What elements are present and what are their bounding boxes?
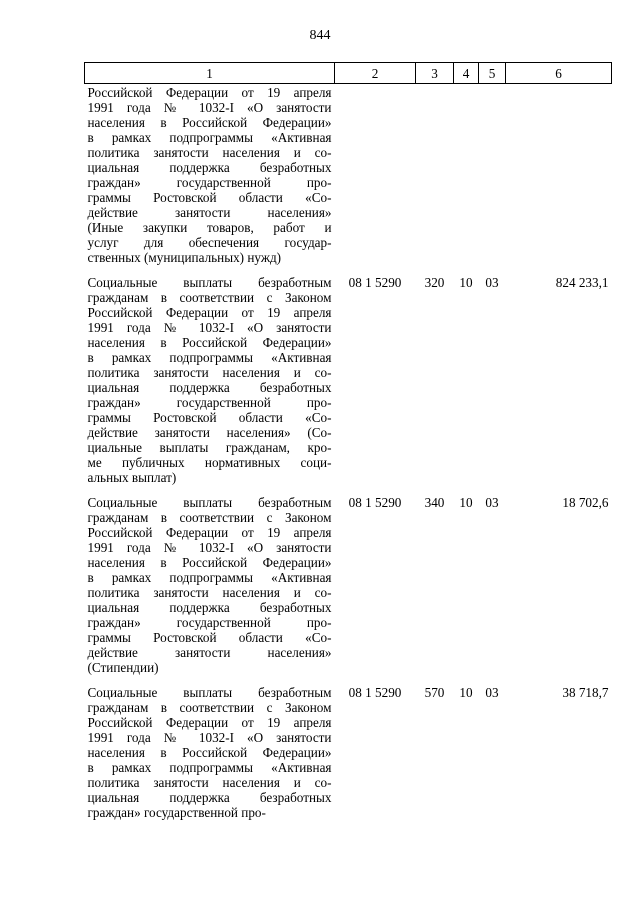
header-col-6: 6 [506, 63, 612, 84]
row-description [85, 275, 335, 495]
description-line: гражданам в соответствии с Законом [87, 290, 332, 305]
row-subsection [479, 84, 506, 276]
description-line: населения в Российской Федерации» [87, 745, 332, 760]
row-expense-type: 340 [424, 495, 445, 510]
row-amount: 38 718,7 [562, 685, 609, 700]
description-line: населения в Российской Федерации» [87, 335, 332, 350]
description-line: циальные выплаты гражданам, кро- [87, 440, 332, 455]
table-row [85, 275, 612, 495]
row-target-code: 08 1 5290 [348, 495, 402, 510]
description-line: циальная поддержка безработных [87, 160, 332, 175]
page-number: 844 [309, 28, 331, 43]
description-line: граммы Ростовской области «Со- [87, 410, 332, 425]
row-subsection: 03 [485, 685, 499, 700]
row-description [85, 685, 335, 830]
description-line: 1991 года № 1032-I «О занятости [87, 100, 332, 115]
description-line: граждан» государственной про- [87, 615, 332, 630]
row-expense-type: 570 [424, 685, 445, 700]
description-line: циальная поддержка безработных [87, 380, 332, 395]
description-line: циальная поддержка безработных [87, 790, 332, 805]
description-line: политика занятости населения и со- [87, 365, 332, 380]
description-line: действие занятости населения» (Со- [87, 425, 332, 440]
description-line: гражданам в соответствии с Законом [87, 700, 332, 715]
description-line: политика занятости населения и со- [87, 585, 332, 600]
description-line: граждан» государственной про- [87, 805, 266, 820]
row-section: 10 [459, 495, 473, 510]
table-row [85, 685, 612, 830]
header-col-1: 1 [85, 63, 335, 84]
header-col-5: 5 [479, 63, 506, 84]
description-line: услуг для обеспечения государ- [87, 235, 332, 250]
description-line: в рамках подпрограммы «Активная [87, 760, 332, 775]
row-description [85, 495, 335, 685]
description-line: в рамках подпрограммы «Активная [87, 130, 332, 145]
description-line: 1991 года № 1032-I «О занятости [87, 320, 332, 335]
description-line: действие занятости населения» [87, 645, 332, 660]
description-line: граммы Ростовской области «Со- [87, 630, 332, 645]
description-line: альных выплат) [87, 470, 177, 485]
row-target-code: 08 1 5290 [348, 685, 402, 700]
table-row [85, 495, 612, 685]
row-target-code [335, 84, 416, 276]
description-line: в рамках подпрограммы «Активная [87, 350, 332, 365]
header-col-3: 3 [416, 63, 454, 84]
description-line: граждан» государственной про- [87, 395, 332, 410]
header-col-4: 4 [454, 63, 479, 84]
row-target-code: 08 1 5290 [348, 275, 402, 290]
row-section: 10 [459, 685, 473, 700]
table-header [85, 63, 612, 84]
description-line: граммы Ростовской области «Со- [87, 190, 332, 205]
row-expense-type: 320 [424, 275, 445, 290]
description-line: населения в Российской Федерации» [87, 115, 332, 130]
description-line: политика занятости населения и со- [87, 145, 332, 160]
row-expense-type [416, 84, 454, 276]
row-amount [506, 84, 612, 276]
description-line: 1991 года № 1032-I «О занятости [87, 730, 332, 745]
row-description [85, 84, 335, 276]
budget-table [84, 62, 612, 830]
description-line: политика занятости населения и со- [87, 775, 332, 790]
description-line: Российской Федерации от 19 апреля [87, 715, 332, 730]
description-line: Российской Федерации от 19 апреля [87, 525, 332, 540]
row-subsection: 03 [485, 275, 499, 290]
row-section: 10 [459, 275, 473, 290]
description-line: в рамках подпрограммы «Активная [87, 570, 332, 585]
description-line: (Стипендии) [87, 660, 159, 675]
description-line: ственных (муниципальных) нужд) [87, 250, 282, 265]
description-line: циальная поддержка безработных [87, 600, 332, 615]
table-body [85, 84, 612, 831]
description-line: Социальные выплаты безработным [87, 495, 332, 510]
description-line: Социальные выплаты безработным [87, 275, 332, 290]
description-line: 1991 года № 1032-I «О занятости [87, 540, 332, 555]
row-subsection: 03 [485, 495, 499, 510]
table-row [85, 84, 612, 276]
row-amount: 824 233,1 [555, 275, 609, 290]
description-line: гражданам в соответствии с Законом [87, 510, 332, 525]
header-row [85, 63, 612, 84]
description-line: населения в Российской Федерации» [87, 555, 332, 570]
description-line: ме публичных нормативных соци- [87, 455, 332, 470]
description-line: граждан» государственной про- [87, 175, 332, 190]
description-line: Социальные выплаты безработным [87, 685, 332, 700]
header-col-2: 2 [335, 63, 416, 84]
description-line: (Иные закупки товаров, работ и [87, 220, 332, 235]
row-amount: 18 702,6 [562, 495, 609, 510]
description-line: действие занятости населения» [87, 205, 332, 220]
row-section [454, 84, 479, 276]
description-line: Российской Федерации от 19 апреля [87, 305, 332, 320]
description-line: Российской Федерации от 19 апреля [87, 85, 332, 100]
